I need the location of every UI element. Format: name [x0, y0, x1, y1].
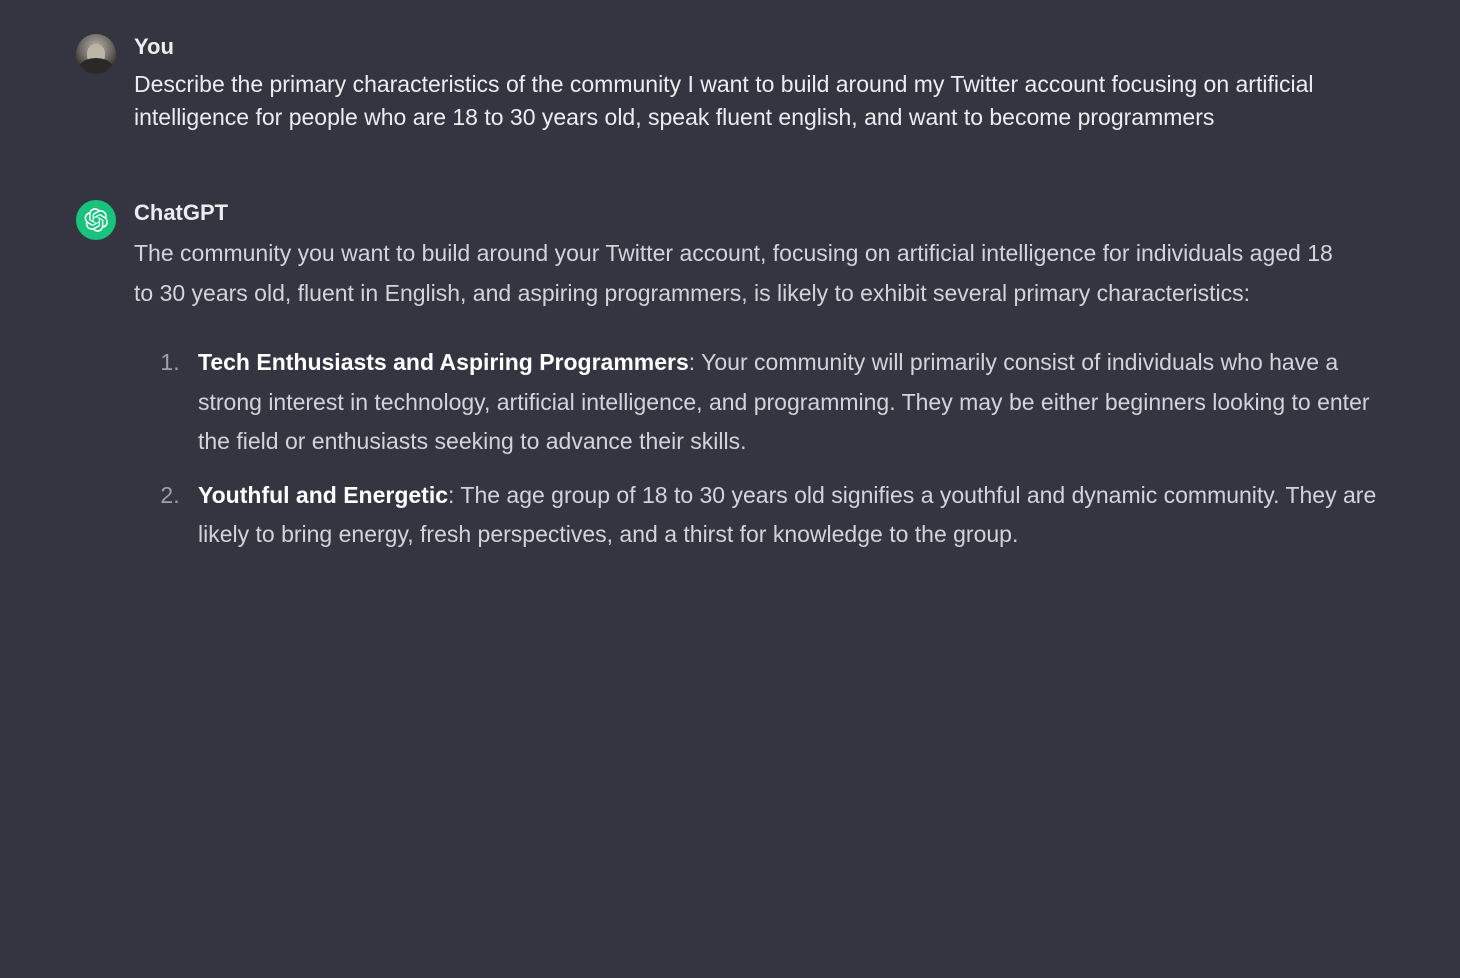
- assistant-points-list: [134, 343, 1400, 555]
- list-item: [186, 476, 1400, 555]
- chat-message-user: [76, 28, 1400, 134]
- user-message-body: [134, 28, 1400, 134]
- user-photo-avatar: [76, 34, 116, 74]
- openai-logo-icon: [76, 200, 116, 240]
- assistant-message-body: [134, 194, 1400, 569]
- chat-message-assistant: [76, 194, 1400, 569]
- user-avatar-column: [76, 28, 134, 74]
- message-sender-name: ChatGPT: [134, 199, 229, 225]
- list-item-body: : Your community will primarily consist of individuals who have a strong interest in technology, artificial intelligence, and programming. They may be either beginners looking to enter the field or enthusiasts seeking to advance their skills.: [198, 349, 1370, 455]
- user-message-text: Describe the primary characteristics of the community I want to build around my Twitter account focusing on artificial intelligence for people who are 18 to 30 years old, speak fluent english, and want to become programmers: [134, 71, 1314, 131]
- list-item-title: Tech Enthusiasts and Aspiring Programmers: [198, 349, 689, 376]
- message-sender-name: You: [134, 34, 174, 59]
- list-item-body: : The age group of 18 to 30 years old signifies a youthful and dynamic community. They are likely to bring energy, fresh perspectives, and a thirst for knowledge to the group.: [198, 481, 1377, 548]
- assistant-avatar-column: [76, 194, 134, 240]
- list-item-title: Youthful and Energetic: [198, 481, 449, 508]
- list-item: [186, 343, 1400, 462]
- assistant-intro-text: The community you want to build around your Twitter account, focusing on artificial intelligence for individuals aged 18 to 30 years old, fluent in English, and aspiring programmers, is likely to exhibit several primary characteristics:: [134, 240, 1333, 306]
